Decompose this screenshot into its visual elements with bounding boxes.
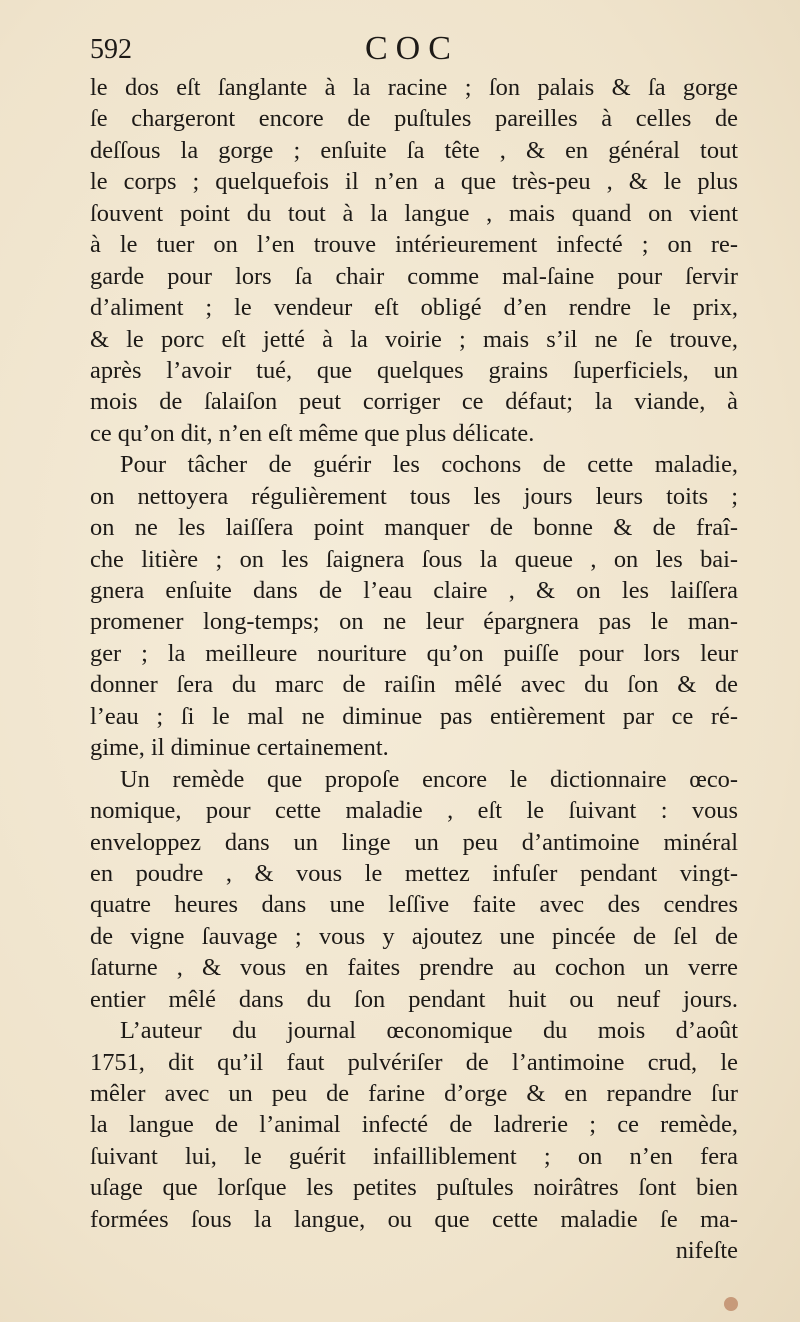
text-line: ſouvent point du tout à la langue , mais quand on vient xyxy=(90,199,738,227)
paper-stain xyxy=(724,1297,738,1311)
text-line: nomique, pour cette maladie , eſt le ſuivant : vous xyxy=(90,797,738,825)
paragraph-end-line: entier mêlé dans du ſon pendant huit ou neuf jours. xyxy=(90,985,738,1013)
text-line: deſſous la gorge ; enſuite ſa tête , & en général tout xyxy=(90,136,738,164)
text-line: ſuivant lui, le guérit infailliblement ; on n’en fera xyxy=(90,1142,738,1170)
text-line: 1751, dit qu’il faut pulvériſer de l’antimoine crud, le xyxy=(90,1048,738,1076)
running-head: COC xyxy=(365,30,459,67)
text-line: donner ſera du marc de raiſin mêlé avec du ſon & de xyxy=(90,671,738,699)
page-number: 592 xyxy=(90,34,132,65)
text-line: le dos eſt ſanglante à la racine ; ſon palais & ſa gorge xyxy=(90,74,738,101)
paragraph-start-line: L’auteur du journal œconomique du mois d’août xyxy=(120,1017,738,1045)
text-line: gnera enſuite dans de l’eau claire , & on les laiſſera xyxy=(90,577,738,604)
text-line: à le tuer on l’en trouve intérieurement infecté ; on re- xyxy=(90,231,738,259)
text-line: mêler avec un peu de farine d’orge & en repandre ſur xyxy=(90,1080,738,1107)
page-header xyxy=(90,30,720,70)
text-line: on nettoyera régulièrement tous les jours leurs toits ; xyxy=(90,482,738,510)
text-line: après l’avoir tué, que quelques grains ſuperficiels, un xyxy=(90,356,738,384)
catchword: nifeſte xyxy=(675,1237,738,1265)
text-line: ger ; la meilleure nouriture qu’on puiſſe pour lors leur xyxy=(90,639,738,667)
text-line: garde pour lors ſa chair comme mal-ſaine pour ſervir xyxy=(90,262,738,290)
body-text xyxy=(90,72,738,1267)
text-line: mois de ſalaiſon peut corriger ce défaut; la viande, à xyxy=(90,388,738,416)
text-line: promener long-temps; on ne leur épargnera pas le man- xyxy=(90,608,738,636)
text-line: che litière ; on les ſaignera ſous la queue , on les bai- xyxy=(90,545,738,573)
text-line: ſe chargeront encore de puſtules pareilles à celles de xyxy=(90,105,738,133)
text-line: uſage que lorſque les petites puſtules noirâtres ſont bien xyxy=(90,1174,738,1202)
text-line: ſaturne , & vous en faites prendre au cochon un verre xyxy=(90,954,738,982)
text-line: d’aliment ; le vendeur eſt obligé d’en rendre le prix, xyxy=(90,294,738,322)
text-line: l’eau ; ſi le mal ne diminue pas entièrement par ce ré- xyxy=(90,702,738,730)
text-line: la langue de l’animal infecté de ladrerie ; ce remède, xyxy=(90,1111,738,1139)
text-line: on ne les laiſſera point manquer de bonne & de fraî- xyxy=(90,514,738,542)
paragraph-start-line: Un remède que propoſe encore le dictionnaire œco- xyxy=(120,765,738,793)
text-line: le corps ; quelquefois il n’en a que très-peu , & le plus xyxy=(90,168,738,196)
text-line: de vigne ſauvage ; vous y ajoutez une pincée de ſel de xyxy=(90,922,738,950)
text-line: enveloppez dans un linge un peu d’antimoine minéral xyxy=(90,828,738,856)
text-line: quatre heures dans une leſſive faite avec des cendres xyxy=(90,891,738,919)
paragraph-start-line: Pour tâcher de guérir les cochons de cette maladie, xyxy=(120,451,738,479)
text-line: en poudre , & vous le mettez infuſer pendant vingt- xyxy=(90,859,738,887)
text-line: & le porc eſt jetté à la voirie ; mais s’il ne ſe trouve, xyxy=(90,325,738,353)
text-line: formées ſous la langue, ou que cette maladie ſe ma- xyxy=(90,1205,738,1233)
paragraph-end-line: ce qu’on dit, n’en eſt même que plus délicate. xyxy=(90,419,535,447)
paragraph-end-line: gime, il diminue certainement. xyxy=(90,734,389,762)
